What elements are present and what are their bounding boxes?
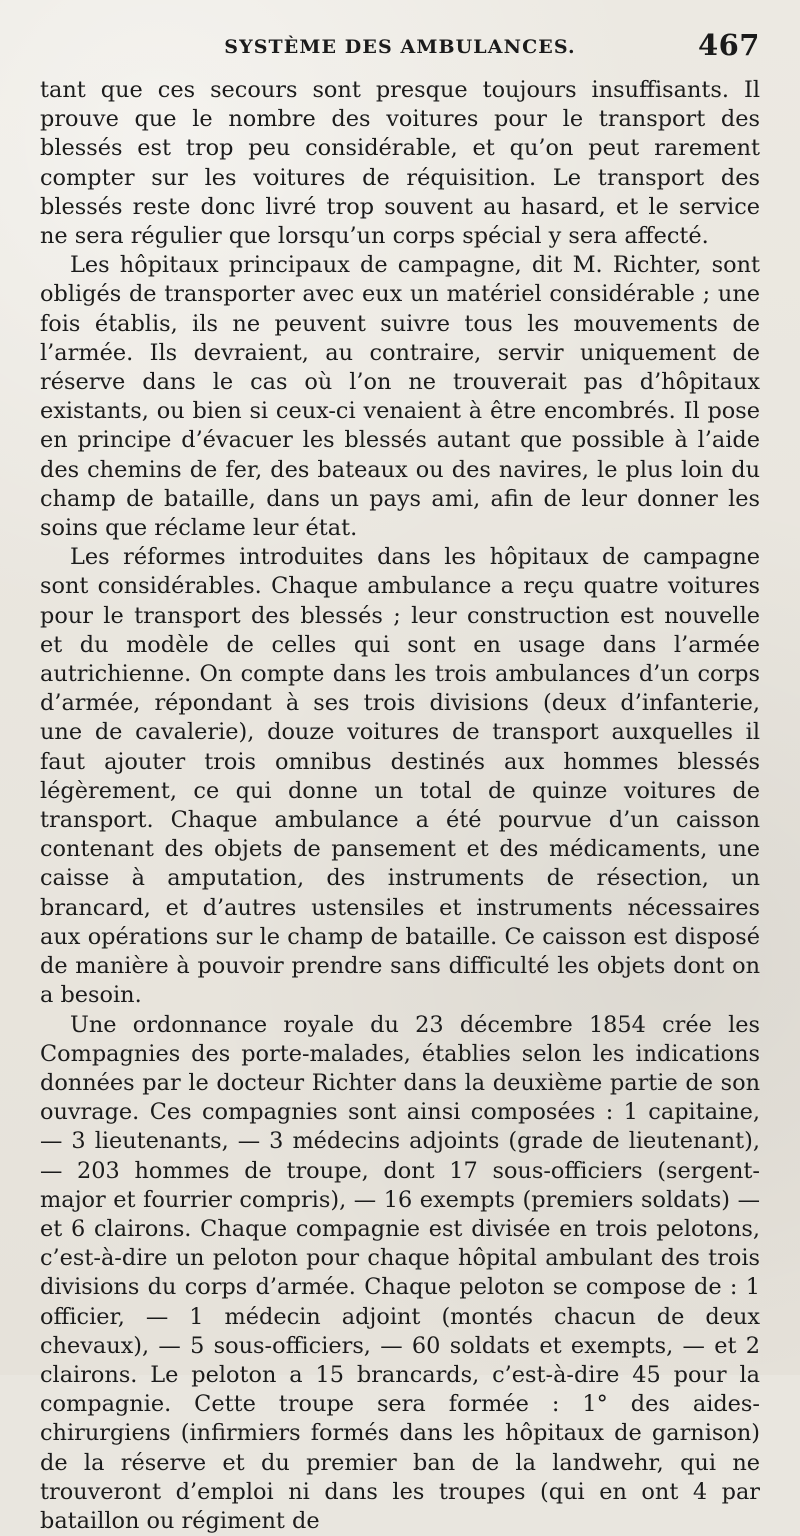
running-title: SYSTÈME DES AMBULANCES. — [40, 36, 760, 58]
running-head — [40, 28, 760, 70]
paragraph-royal-ordinance: Une ordonnance royale du 23 décembre 1854 crée les Compagnies des porte-malades, établies selon les indications données par le docteur Richter dans la deuxième partie de son ouvrage. Ces compagnies sont ainsi composées : 1 capitaine, — 3 lieutenants, — 3 médecins adjoints (grade de lieutenant), — 203 hommes de troupe, dont 17 sous-officiers (sergent-major et fourrier compris), — 16 exempts (premiers soldats) — et 6 clairons. Chaque compagnie est divisée en trois pelotons, c’est-à-dire un peloton pour chaque hôpital ambulant des trois divisions du corps d’armée. Chaque peloton se compose de : 1 officier, — 1 médecin adjoint (montés chacun de deux chevaux), — 5 sous-officiers, — 60 soldats et exempts, — et 2 clairons. Le peloton a 15 brancards, c’est-à-dire 45 pour la compagnie. Cette troupe sera formée : 1° des aides-chirurgiens (infirmiers formés dans les hôpitaux de garnison) de la réserve et du premier ban de la landwehr, qui ne trouveront d’emploi ni dans les troupes (qui en ont 4 par bataillon ou régiment de — [40, 1011, 760, 1536]
paragraph-continuation: tant que ces secours sont presque toujours insuffisants. Il prouve que le nombre des voitures pour le transport des blessés est trop peu considérable, et qu’on peut rarement compter sur les voitures de réquisition. Le transport des blessés reste donc livré trop souvent au hasard, et le service ne sera régulier que lorsqu’un corps spécial y sera affecté. — [40, 76, 760, 251]
paragraph-reforms: Les réformes introduites dans les hôpitaux de campagne sont considérables. Chaque ambulance a reçu quatre voitures pour le transport des blessés ; leur construction est nouvelle et du modèle de celles qui sont en usage dans l’armée autrichienne. On compte dans les trois ambulances d’un corps d’armée, répondant à ses trois divisions (deux d’infanterie, une de cavalerie), douze voitures de transport auxquelles il faut ajouter trois omnibus destinés aux hommes blessés légèrement, ce qui donne un total de quinze voitures de transport. Chaque ambulance a été pourvue d’un caisson contenant des objets de pansement et des médicaments, une caisse à amputation, des instruments de résection, un brancard, et d’autres ustensiles et instruments nécessaires aux opérations sur le champ de bataille. Ce caisson est disposé de manière à pouvoir prendre sans difficulté les objets dont on a besoin. — [40, 543, 760, 1010]
paragraph-field-hospitals: Les hôpitaux principaux de campagne, dit M. Richter, sont obligés de transporter avec eux un matériel considérable ; une fois établis, ils ne peuvent suivre tous les mouvements de l’armée. Ils devraient, au contraire, servir uniquement de réserve dans le cas où l’on ne trouverait pas d’hôpitaux existants, ou bien si ceux-ci venaient à être encombrés. Il pose en principe d’évacuer les blessés autant que possible à l’aide des chemins de fer, des bateaux ou des navires, le plus loin du champ de bataille, dans un pays ami, afin de leur donner les soins que réclame leur état. — [40, 251, 760, 543]
text-body — [40, 76, 760, 1536]
page-number: 467 — [698, 28, 760, 62]
